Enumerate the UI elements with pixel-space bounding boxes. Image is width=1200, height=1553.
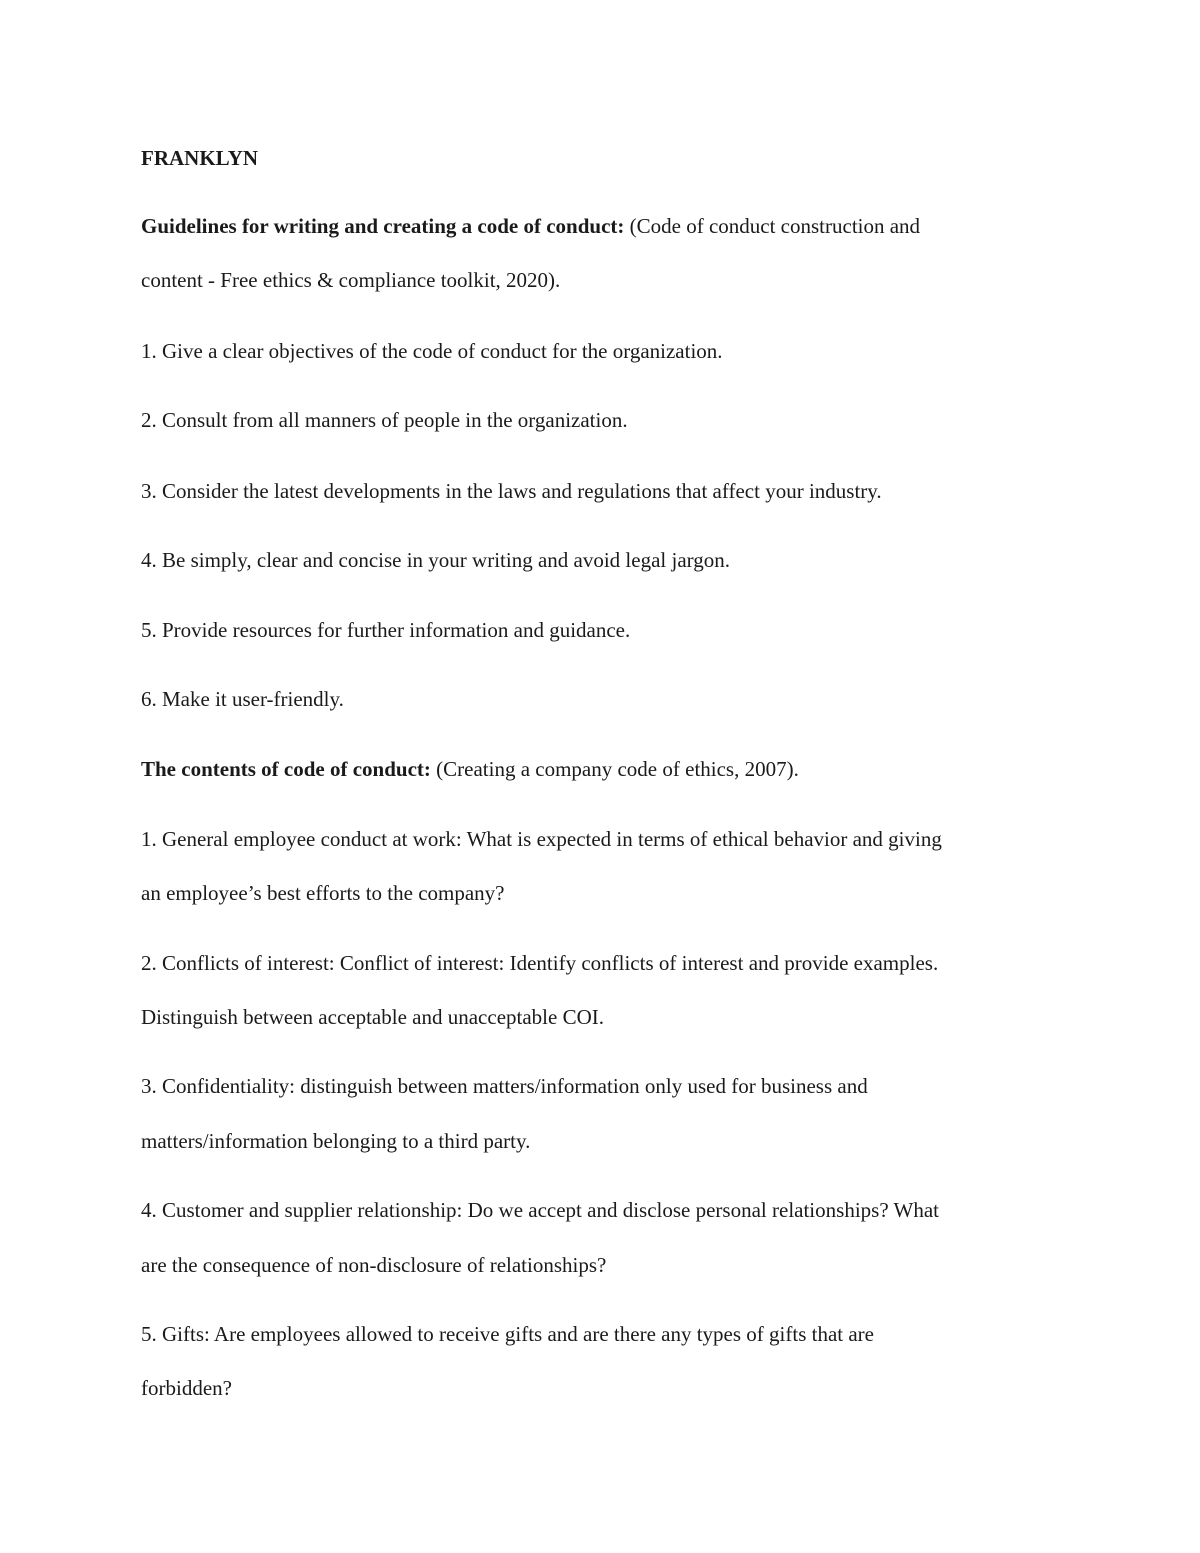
contents-item-line: Distinguish between acceptable and unacceptable COI. bbox=[141, 1005, 604, 1029]
guidelines-heading: Guidelines for writing and creating a code of conduct: bbox=[141, 214, 625, 238]
guideline-item: 5. Provide resources for further information and guidance. bbox=[141, 618, 631, 642]
guideline-item: 1. Give a clear objectives of the code of conduct for the organization. bbox=[141, 339, 723, 363]
guideline-item: 6. Make it user-friendly. bbox=[141, 687, 344, 711]
contents-citation: (Creating a company code of ethics, 2007). bbox=[430, 757, 799, 781]
contents-heading: The contents of code of conduct: bbox=[141, 757, 431, 781]
contents-item-line: 3. Confidentiality: distinguish between matters/information only used for business and bbox=[141, 1074, 868, 1098]
guidelines-citation-end: content - Free ethics & compliance toolkit, 2020). bbox=[141, 268, 561, 292]
contents-item-line: 1. General employee conduct at work: What is expected in terms of ethical behavior and giving bbox=[141, 827, 942, 851]
guidelines-heading-line bbox=[141, 212, 920, 240]
guideline-item: 2. Consult from all manners of people in the organization. bbox=[141, 408, 628, 432]
contents-item-line: forbidden? bbox=[141, 1376, 232, 1400]
guideline-item: 4. Be simply, clear and concise in your writing and avoid legal jargon. bbox=[141, 548, 731, 572]
contents-item-line: 4. Customer and supplier relationship: Do we accept and disclose personal relationships? What bbox=[141, 1198, 939, 1222]
contents-item-line: 2. Conflicts of interest: Conflict of interest: Identify conflicts of interest and provide examples. bbox=[141, 951, 939, 975]
document-header: FRANKLYN bbox=[141, 146, 259, 170]
guideline-item: 3. Consider the latest developments in the laws and regulations that affect your industry. bbox=[141, 479, 882, 503]
contents-item-line: are the consequence of non-disclosure of relationships? bbox=[141, 1253, 607, 1277]
contents-item-line: matters/information belonging to a third party. bbox=[141, 1129, 531, 1153]
contents-heading-line bbox=[141, 755, 799, 783]
contents-item-line: 5. Gifts: Are employees allowed to receive gifts and are there any types of gifts that are bbox=[141, 1322, 874, 1346]
contents-item-line: an employee’s best efforts to the company? bbox=[141, 881, 505, 905]
guidelines-citation-start: (Code of conduct construction and bbox=[624, 214, 921, 238]
